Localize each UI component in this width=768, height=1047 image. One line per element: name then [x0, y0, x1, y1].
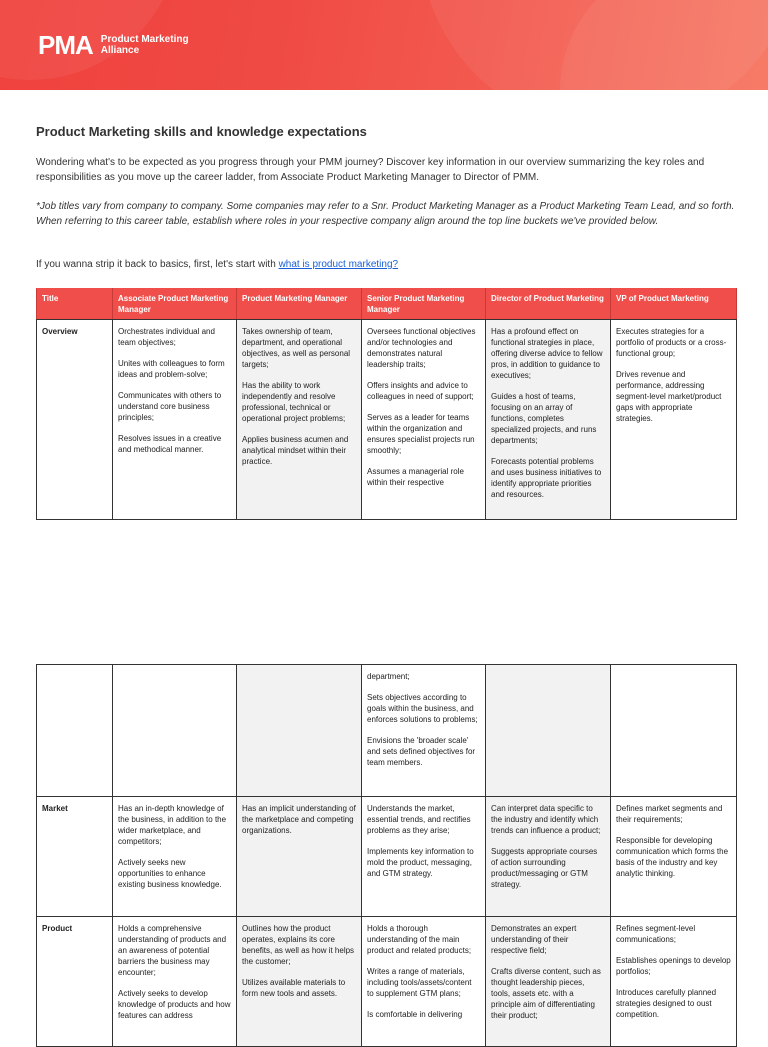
table-cell	[611, 320, 737, 520]
cell-text: Refines segment-level communications;	[616, 924, 696, 944]
cell-text: Resolves issues in a creative and methodical manner.	[118, 434, 222, 454]
table-cell	[486, 320, 611, 520]
cell-text: Utilizes available materials to form new tools and assets.	[242, 978, 346, 998]
cell-text: Communicates with others to understand core business principles;	[118, 391, 222, 422]
basics-text: If you wanna strip it back to basics, first, let's start with	[36, 259, 279, 270]
header-director: Director of Product Marketing	[486, 289, 611, 320]
basics-paragraph	[36, 257, 736, 272]
cell-text: Suggests appropriate courses of action surrounding product/messaging or GTM strategy.	[491, 847, 598, 889]
table-row	[37, 797, 737, 917]
table-row	[37, 917, 737, 1047]
cell-text: Writes a range of materials, including tools/assets/content to supplement GTM plans;	[367, 967, 472, 998]
table-cell	[362, 917, 486, 1047]
logo-mark: PMA	[38, 30, 93, 60]
table-cell	[237, 917, 362, 1047]
cell-text: Offers insights and advice to colleagues in need of support;	[367, 381, 474, 401]
cell-text: department;	[367, 672, 410, 681]
cell-text: Understands the market, essential trends, and rectifies problems as they arise;	[367, 804, 471, 835]
brand-header	[0, 0, 768, 90]
career-table-part-2	[36, 664, 737, 1047]
logo-text	[101, 34, 189, 56]
cell-text: Sets objectives according to goals within the business, and enforces solutions to problems;	[367, 693, 478, 724]
cell-text: Demonstrates an expert understanding of their respective field;	[491, 924, 577, 955]
table-cell	[486, 797, 611, 917]
cell-text: Takes ownership of team, department, and operational objectives, as well as personal targets;	[242, 327, 351, 369]
table-header-row	[37, 289, 737, 320]
row-label: Overview	[37, 320, 113, 520]
cell-text: Crafts diverse content, such as thought leadership pieces, tools, assets etc. with a principle aim of differentiating their product;	[491, 967, 601, 1020]
table-row	[37, 320, 737, 520]
cell-text: Has the ability to work independently and resolve professional, technical or operational project problems;	[242, 381, 346, 423]
logo-name-line1: Product Marketing	[100, 34, 189, 45]
table-cell	[113, 917, 237, 1047]
intro-paragraph: Wondering what's to be expected as you progress through your PMM journey? Discover key information in our overview summarizing the key roles and responsibilities as you move up the career ladder, from Associate Product Marketing Manager to Director of PMM.	[36, 157, 705, 183]
header-apmm: Associate Product Marketing Manager	[113, 289, 237, 320]
cell-text: Holds a thorough understanding of the main product and related products;	[367, 924, 472, 955]
cell-text: Oversees functional objectives and/or technologies and demonstrates natural leadership traits;	[367, 327, 476, 369]
header-title: Title	[37, 289, 113, 320]
cell-text: Executes strategies for a portfolio of products or a cross-functional group;	[616, 327, 727, 358]
cell-text: Actively seeks new opportunities to enhance existing business knowledge.	[118, 858, 222, 889]
table-cell	[237, 320, 362, 520]
cell-text: Envisions the 'broader scale' and sets defined objectives for team members.	[367, 736, 476, 767]
table-cell	[237, 797, 362, 917]
table-cell	[113, 797, 237, 917]
header-pmm: Product Marketing Manager	[237, 289, 362, 320]
row-label: Product	[37, 917, 113, 1047]
cell-text: Implements key information to mold the product, messaging, and GTM strategy.	[367, 847, 474, 878]
table-cell	[486, 917, 611, 1047]
cell-text: Guides a host of teams, focusing on an array of functions, completes specialized projects, and runs departments;	[491, 392, 597, 445]
table-cell	[113, 665, 237, 797]
career-table-part-1	[36, 288, 737, 520]
cell-text: Actively seeks to develop knowledge of products and how features can address	[118, 989, 231, 1020]
cell-text: Assumes a managerial role within their respective	[367, 467, 464, 487]
row-label	[37, 665, 113, 797]
header-vp: VP of Product Marketing	[611, 289, 737, 320]
cell-text: Holds a comprehensive understanding of products and an awareness of potential barriers the business may encounter;	[118, 924, 227, 977]
table-row	[37, 665, 737, 797]
what-is-product-marketing-link[interactable]: what is product marketing?	[278, 259, 399, 270]
cell-text: Applies business acumen and analytical mindset within their practice.	[242, 435, 349, 466]
cell-text: Defines market segments and their requirements;	[616, 804, 723, 824]
cell-text: Unites with colleagues to form ideas and problem-solve;	[118, 359, 225, 379]
cell-text: Orchestrates individual and team objectives;	[118, 327, 215, 347]
table-cell	[611, 797, 737, 917]
cell-text: Responsible for developing communication which forms the basis of the industry and key analytic thinking.	[616, 836, 729, 878]
cell-text: Serves as a leader for teams within the organization and ensures specialist projects run smoothly;	[367, 413, 475, 455]
table-cell	[611, 917, 737, 1047]
cell-text: Is comfortable in delivering	[367, 1010, 463, 1019]
cell-text: Can interpret data specific to the industry and identify which trends can influence a product;	[491, 804, 601, 835]
pma-logo[interactable]	[38, 32, 189, 58]
cell-text: Has a profound effect on functional strategies in place, offering diverse advice to fellow pros, in addition to guidance to executives;	[491, 327, 603, 380]
header-decoration	[560, 0, 768, 90]
table-cell	[611, 665, 737, 797]
table-cell	[362, 320, 486, 520]
cell-text: Has an implicit understanding of the marketplace and competing organizations.	[242, 804, 356, 835]
table-cell	[237, 665, 362, 797]
cell-text: Drives revenue and performance, addressing segment-level market/product gaps with appropriate strategies.	[616, 370, 722, 423]
cell-text: Establishes openings to develop portfolios;	[616, 956, 731, 976]
table-cell	[362, 665, 486, 797]
cell-text: Has an in-depth knowledge of the business, in addition to the wider marketplace, and competitors;	[118, 804, 227, 846]
job-titles-note: *Job titles vary from company to company. Some companies may refer to a Snr. Product Marketing Manager as a Product Marketing Team Lead, and so forth. When referring to this career table, establish where roles in your respective company align around the top line buckets we've provided below.	[36, 201, 735, 227]
row-label: Market	[37, 797, 113, 917]
cell-text: Outlines how the product operates, explains its core benefits, as well as how it helps the customer;	[242, 924, 355, 966]
page-title: Product Marketing skills and knowledge expectations	[36, 124, 367, 139]
table-cell	[113, 320, 237, 520]
header-spmm: Senior Product Marketing Manager	[362, 289, 486, 320]
table-cell	[486, 665, 611, 797]
table-cell	[362, 797, 486, 917]
cell-text: Forecasts potential problems and uses business initiatives to identify appropriate priorities and resources.	[491, 457, 602, 499]
cell-text: Introduces carefully planned strategies designed to oust competition.	[616, 988, 717, 1019]
logo-name-line2: Alliance	[100, 45, 140, 56]
